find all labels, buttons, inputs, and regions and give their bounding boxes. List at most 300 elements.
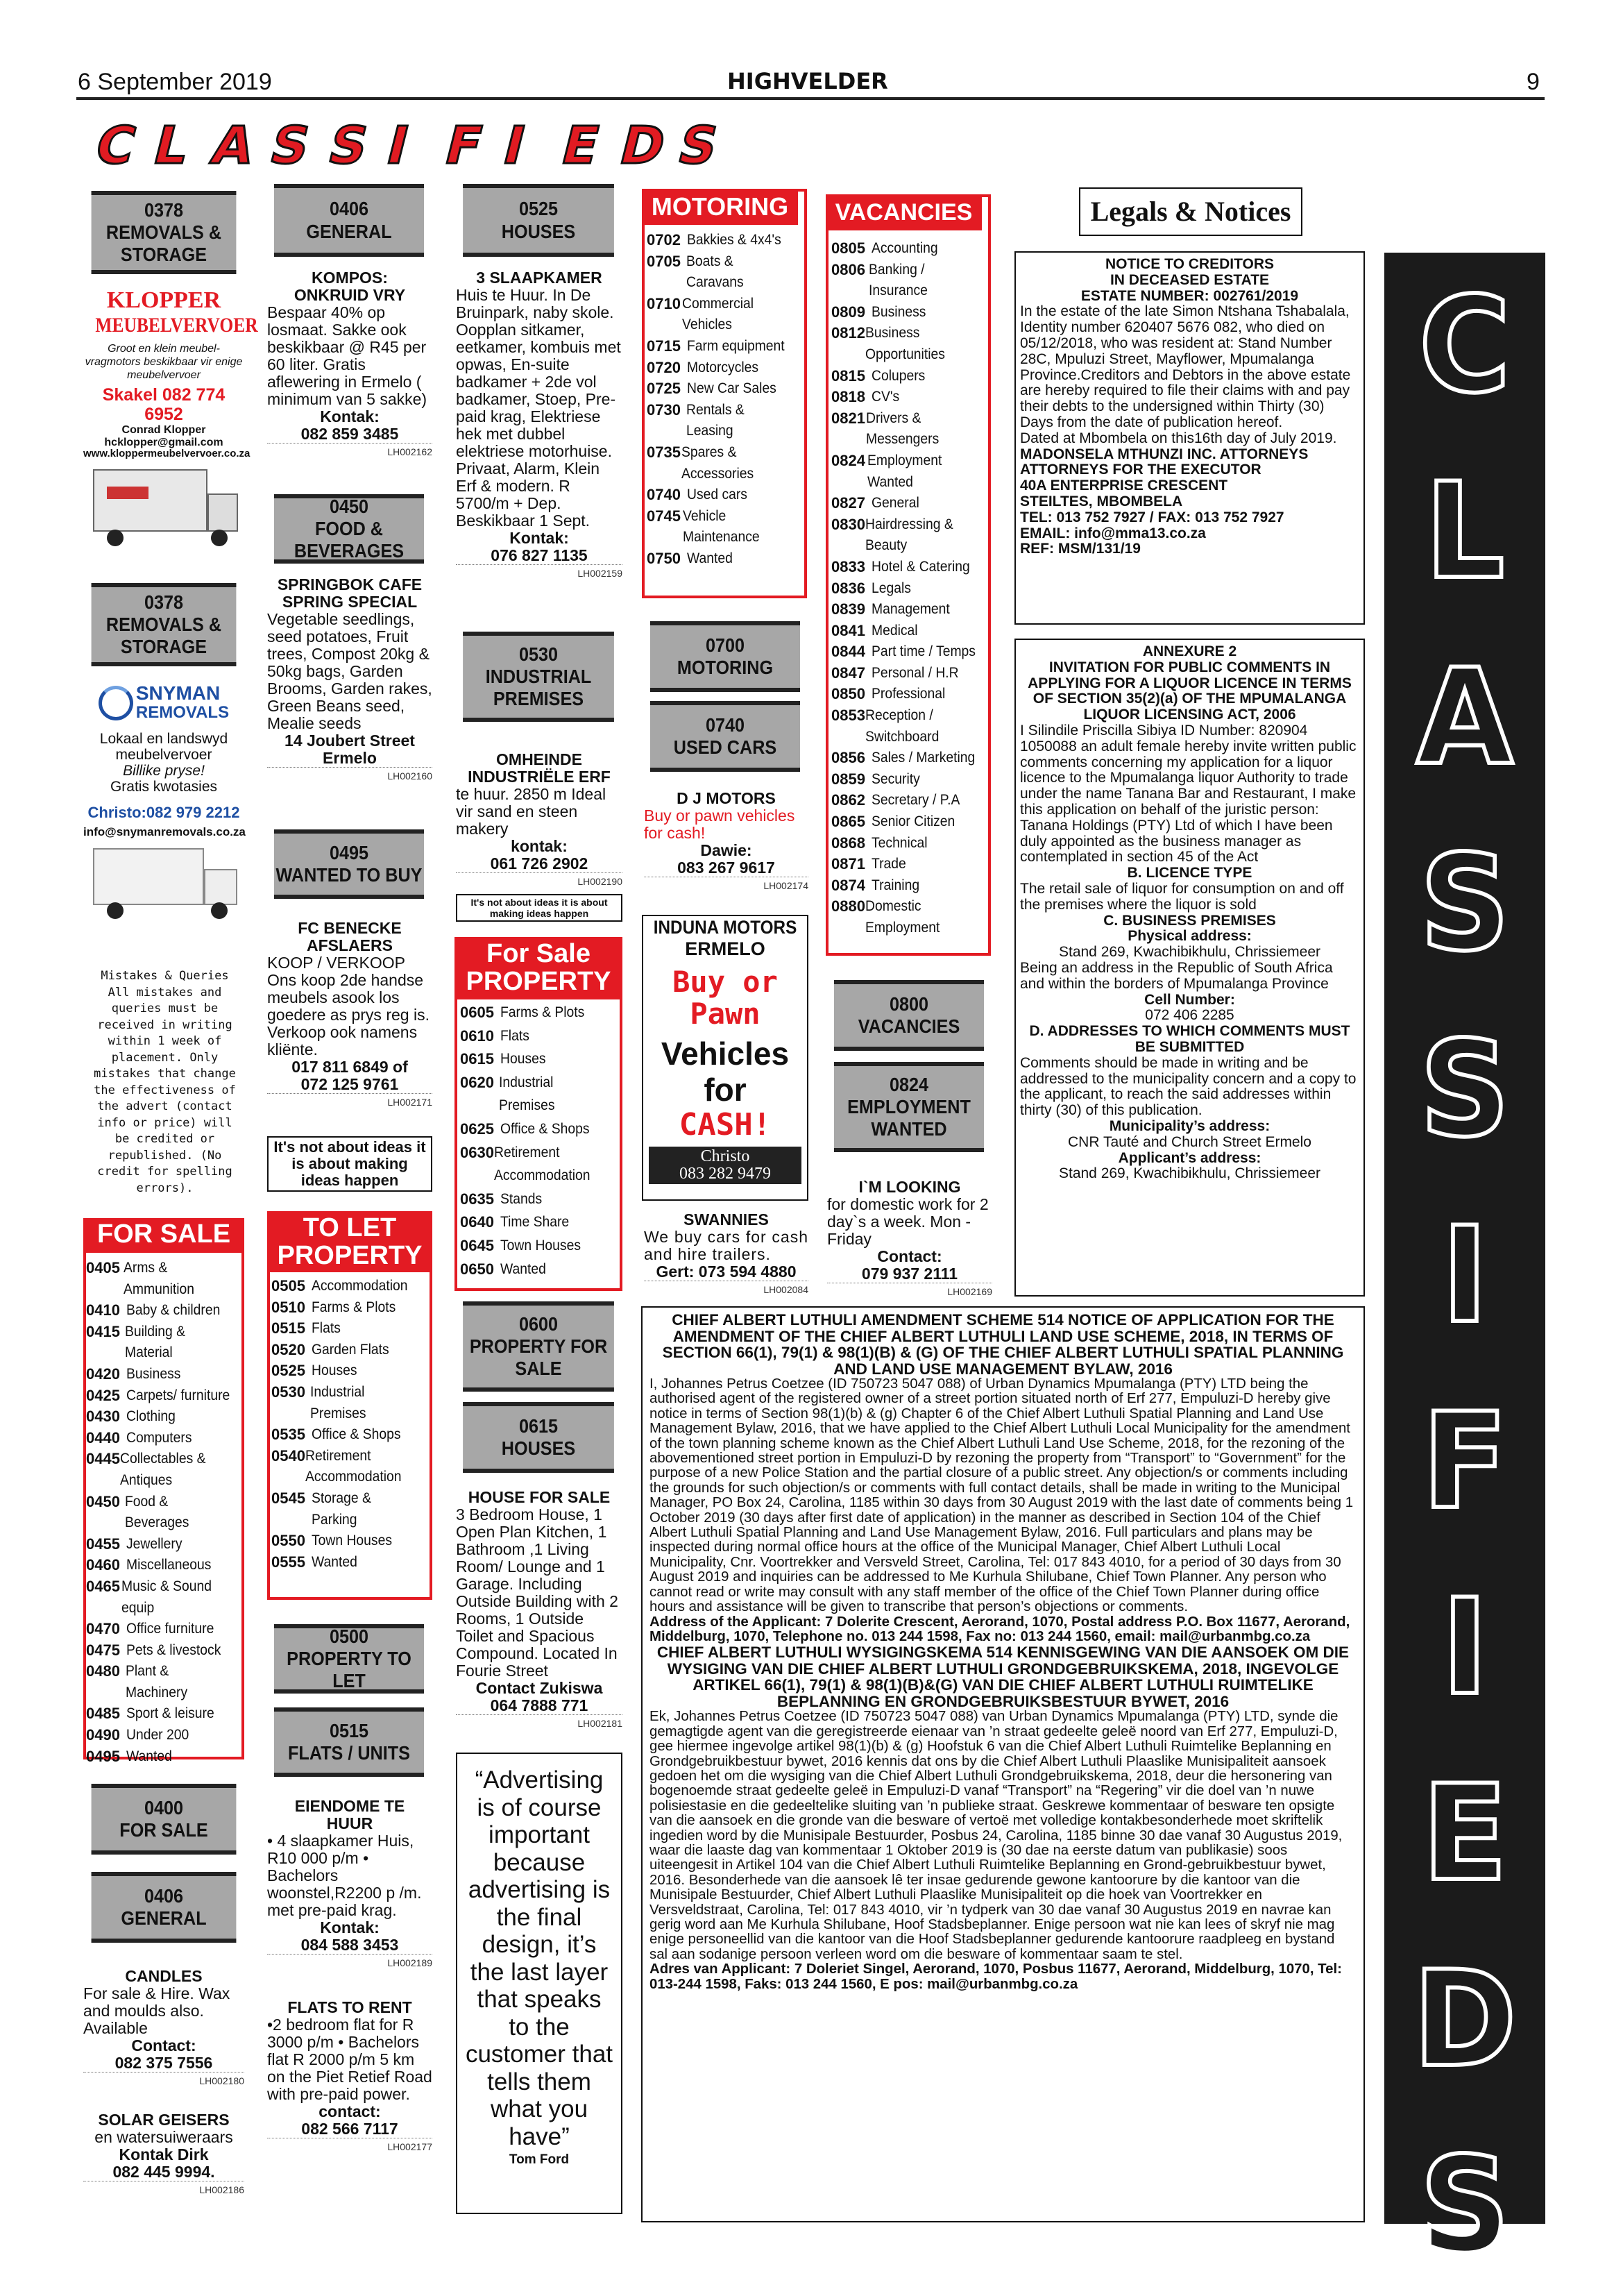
category-code: 0635 <box>460 1190 494 1208</box>
banner-letter: D <box>1413 1943 1517 2096</box>
category-label: Personal / H.R <box>872 664 959 681</box>
category-code: 0862 <box>831 791 865 809</box>
category-item <box>460 1024 620 1048</box>
category-label: Sales / Marketing <box>872 750 976 766</box>
banner-text: TO LET <box>303 1213 397 1242</box>
category-label: Storage & Parking <box>311 1489 371 1528</box>
ad-contact: Dawie: <box>700 841 752 859</box>
category-box-houses <box>463 1402 614 1473</box>
category-label: Wanted <box>687 550 733 566</box>
category-code: 0455 <box>86 1535 120 1553</box>
ad-ref: LH002169 <box>827 1283 992 1301</box>
category-label: Hotel & Catering <box>872 558 970 575</box>
category-code: 0495 <box>329 841 369 863</box>
category-label: Town Houses <box>312 1533 392 1549</box>
ad-text: Bespaar 40% op losmaat. Sakke ook beskikbaar @ R45 per 60 liter. Gratis aflewering in Ermelo ( minimum van 5 sakke) <box>267 303 427 408</box>
category-label: STORAGE <box>120 636 207 658</box>
advertiser-name: MEUBELVERVOER <box>95 314 258 337</box>
category-code: 0868 <box>831 834 865 852</box>
category-item <box>831 238 988 260</box>
ad-ref: LH002084 <box>644 1281 808 1299</box>
ad-headline: for <box>704 1072 747 1108</box>
banner-text: PROPERTY <box>466 967 611 996</box>
category-label: Retirement Accommodation <box>493 1144 590 1184</box>
title-letter: A <box>205 116 264 176</box>
category-label: Collectables & Antiques <box>119 1451 206 1488</box>
ad-text: Billike pryse! <box>123 763 205 779</box>
ad-phone: 083 282 9479 <box>679 1165 771 1183</box>
category-code: 0605 <box>460 1004 494 1021</box>
category-label: Farm equipment <box>687 337 785 354</box>
klopper-ad <box>83 287 258 549</box>
category-label: Wanted <box>500 1260 546 1277</box>
category-code: 0815 <box>831 366 865 385</box>
notice-text: Stand 269, Kwachibikhulu, Chrissiemeer <box>1058 1165 1321 1182</box>
ad-contact-label: Kontak: <box>320 1918 380 1936</box>
category-code: 0425 <box>86 1386 120 1404</box>
ad-ref: LH002190 <box>456 872 622 890</box>
category-label: New Car Sales <box>687 380 776 397</box>
ad-ref: LH002180 <box>83 2072 244 2090</box>
category-label: Secretary / P.A <box>872 792 960 809</box>
notice-heading: ANNEXURE 2 <box>1142 643 1237 659</box>
category-code: 0812 <box>831 324 865 342</box>
category-code: 0530 <box>271 1383 305 1401</box>
category-label: Houses <box>312 1362 357 1379</box>
category-label: Farms & Plots <box>312 1299 396 1315</box>
snyman-ad <box>83 684 244 921</box>
creditors-notice <box>1014 251 1365 625</box>
ad-phone: 017 811 6849 of <box>291 1058 408 1076</box>
advertiser-name: INDUNA MOTORS <box>653 917 797 938</box>
category-item <box>86 1661 242 1703</box>
notice-attorney: ATTORNEYS FOR THE EXECUTOR <box>1020 462 1261 478</box>
category-label: VACANCIES <box>858 1015 960 1037</box>
ad-phone: 079 937 2111 <box>861 1265 958 1283</box>
category-label: Banking / Insurance <box>868 261 928 299</box>
side-classifieds-banner <box>1384 253 1545 2282</box>
category-label: Flats <box>500 1027 529 1044</box>
ad-website: www.kloppermeubelvervoer.co.za <box>83 448 250 460</box>
ad-ref: LH002159 <box>456 564 622 582</box>
category-code: 0874 <box>831 876 865 894</box>
title-letter: S <box>322 116 377 176</box>
notice-heading: Cell Number: <box>1144 991 1235 1008</box>
category-label: MOTORING <box>677 657 774 678</box>
omheinde-ad <box>456 751 622 890</box>
newspaper-name: HIGHVELDER <box>727 68 888 94</box>
category-code: 0406 <box>144 1884 184 1907</box>
category-item <box>831 896 988 938</box>
notice-heading: Applicant’s address: <box>1118 1149 1261 1166</box>
category-code: 0525 <box>518 198 559 220</box>
ad-text: • 4 slaapkamer Huis, R10 000 p/m • Bachelors woonstel,R2200 p /m. met pre-paid krag. <box>267 1832 422 1919</box>
ad-ref: LH002181 <box>456 1714 622 1732</box>
category-code: 0853 <box>831 707 865 725</box>
category-code: 0470 <box>86 1620 120 1638</box>
category-code: 0405 <box>86 1259 120 1276</box>
category-label: Bakkies & 4x4's <box>687 232 781 248</box>
category-label: Pets & livestock <box>126 1641 221 1658</box>
category-code: 0809 <box>831 303 865 321</box>
house-for-sale-ad <box>456 1489 622 1732</box>
advertiser-name: REMOVALS <box>135 703 230 722</box>
for-sale-property-banner <box>454 937 622 999</box>
category-item <box>831 450 988 493</box>
ad-heading: SOLAR GEISERS <box>98 2111 230 2129</box>
category-code: 0841 <box>831 621 865 639</box>
category-label: Carpets/ furniture <box>126 1387 230 1403</box>
category-item <box>86 1322 242 1364</box>
category-code: 0844 <box>831 643 865 661</box>
ad-headline: Buy or <box>672 965 778 999</box>
category-label: Medical <box>872 622 918 639</box>
category-label: Domestic Employment <box>865 898 940 936</box>
solar-ad <box>83 2111 244 2199</box>
category-item <box>271 1382 430 1424</box>
ad-heading: ONKRUID VRY <box>294 286 406 304</box>
category-item <box>831 323 988 365</box>
category-label: FOR SALE <box>119 1819 208 1841</box>
truck-image <box>86 466 242 549</box>
category-item <box>647 484 803 506</box>
category-label: SALE <box>515 1358 562 1380</box>
category-item <box>831 705 988 748</box>
notice-heading: ESTATE NUMBER: 002761/2019 <box>1080 287 1299 304</box>
category-box-vacancies <box>834 980 984 1051</box>
flats-ad <box>267 1999 432 2156</box>
ad-phone: 076 827 1135 <box>491 546 588 564</box>
category-label: FOOD & BEVERAGES <box>294 517 405 562</box>
ad-phone: 082 859 3485 <box>300 425 399 443</box>
ad-contact-label: Kontak: <box>320 407 380 425</box>
title-letter: I <box>497 116 534 176</box>
category-item <box>831 302 988 323</box>
category-code: 0833 <box>831 557 865 575</box>
ad-heading: FLATS TO RENT <box>287 1998 412 2016</box>
category-label: Vehicle Maintenance <box>682 507 760 546</box>
category-code: 0839 <box>831 600 865 618</box>
motoring-list <box>647 230 803 570</box>
ad-address: Ermelo <box>323 749 377 767</box>
category-label: INDUSTRIAL <box>485 665 592 687</box>
category-label: Computers <box>126 1429 192 1446</box>
category-box-general <box>274 184 424 257</box>
category-item <box>271 1552 430 1573</box>
category-label: Retirement Accommodation <box>305 1447 402 1485</box>
category-label: PROPERTY FOR <box>469 1335 608 1357</box>
category-label: HOUSES <box>501 220 576 242</box>
notice-text: Stand 269, Kwachibikhulu, Chrissiemeer <box>1058 944 1321 961</box>
category-label: Professional <box>872 686 946 702</box>
title-letter: D <box>613 116 674 176</box>
notice-applicant: Adres van Applicant: 7 Doleriet Singel, Aerorand, 1070, Posbus 11677, Aerorand, Middelburg, 1070, Tel: 013-244 1598, Faks: 013 244 1560, E pos: mail@urbanmbg.co.za <box>649 1961 1342 1992</box>
category-code: 0859 <box>831 770 865 788</box>
category-item <box>831 578 988 600</box>
ad-email: hcklopper@gmail.com <box>104 436 223 448</box>
category-code: 0378 <box>144 591 184 613</box>
category-code: 0650 <box>460 1260 494 1278</box>
issue-date: 6 September 2019 <box>78 69 272 95</box>
banner-letter: L <box>1425 455 1505 608</box>
category-code: 0710 <box>647 294 681 312</box>
category-item <box>86 1406 242 1428</box>
ad-phone: 072 125 9761 <box>300 1075 399 1093</box>
category-label: Plant & Machinery <box>126 1663 188 1700</box>
category-item <box>86 1428 242 1449</box>
category-code: 0630 <box>460 1143 494 1161</box>
benecke-ad <box>267 920 432 1111</box>
category-code: 0645 <box>460 1236 494 1254</box>
category-item <box>647 548 803 570</box>
ad-text: Huis te Huur. In De Bruinpark, naby skole. Oopplan sitkamer, eetkamer, kombuis met opwas, En-suite badkamer + 2de vol badkamer, Stoep, Pre-paid krag, Elektriese hek met dubbel elektriese motorhuise. Privaat, Alarm, Klein Erf & modern. R 5700/m + Dep. Beskikbaar 1 Sept. <box>456 286 621 530</box>
category-code: 0880 <box>831 897 865 915</box>
category-label: GENERAL <box>306 220 392 242</box>
banner-letter: S <box>1419 2129 1511 2282</box>
header-rule <box>76 97 1545 100</box>
category-item <box>460 1210 620 1234</box>
notice-heading: INVITATION FOR PUBLIC COMMENTS IN APPLYING FOR A LIQUOR LICENCE IN TERMS OF SECTION 35(2)(a) OF THE MPUMALANGA LIQUOR LICENSING ACT, 2006 <box>1028 659 1352 723</box>
category-item <box>647 294 803 336</box>
category-item <box>831 408 988 450</box>
ad-phone: 064 7888 771 <box>490 1696 588 1714</box>
category-label: Town Houses <box>500 1237 581 1253</box>
page-number: 9 <box>1527 69 1540 95</box>
category-label: PROPERTY TO LET <box>287 1647 411 1692</box>
ad-phone: 082 445 9994. <box>112 2163 215 2181</box>
ad-heading: EIENDOME TE <box>294 1797 405 1815</box>
category-item <box>86 1555 242 1576</box>
category-label: Food & Beverages <box>125 1493 189 1531</box>
title-letter: S <box>264 116 319 176</box>
category-item <box>460 1047 620 1071</box>
category-code: 0515 <box>271 1319 305 1337</box>
category-label: Security <box>872 770 920 787</box>
ad-heading: SPRING SPECIAL <box>282 593 418 611</box>
ad-ref: LH002174 <box>644 877 808 895</box>
notice-heading: Municipality’s address: <box>1109 1117 1271 1134</box>
notice-heading: IN DECEASED ESTATE <box>1110 271 1270 288</box>
category-item <box>831 260 988 302</box>
category-label: Miscellaneous <box>126 1557 212 1573</box>
ad-heading: 3 SLAAPKAMER <box>476 269 602 287</box>
category-label: Motorcycles <box>687 359 759 375</box>
category-code: 0847 <box>831 664 865 682</box>
ad-text: Lokaal en landswyd <box>99 731 228 747</box>
ad-phone: Skakel 082 774 6952 <box>102 385 226 424</box>
category-item <box>460 1117 620 1141</box>
notice-text: 072 406 2285 <box>1145 1007 1234 1024</box>
ad-ref: LH002162 <box>267 443 432 461</box>
category-item <box>86 1576 242 1619</box>
banner-text: For Sale <box>486 939 590 968</box>
quote-box <box>456 1753 622 2214</box>
ad-address: 14 Joubert Street <box>284 732 415 750</box>
dj-motors-ad <box>644 790 808 895</box>
ad-text: Buy or pawn vehicles for cash! <box>644 807 795 842</box>
ad-contact: Conrad Klopper <box>121 424 206 436</box>
category-item <box>460 1258 620 1281</box>
ad-contact-label: Kontak: <box>509 529 569 547</box>
category-label: FLATS / UNITS <box>288 1742 410 1764</box>
category-code: 0800 <box>889 993 929 1015</box>
kompos-ad <box>267 269 432 461</box>
category-code: 0465 <box>86 1577 120 1595</box>
category-code: 0745 <box>647 507 681 525</box>
category-item <box>271 1297 430 1319</box>
category-label: Wanted <box>312 1553 357 1570</box>
category-item <box>647 230 803 251</box>
category-code: 0625 <box>460 1120 494 1138</box>
title-letter: S <box>672 116 727 176</box>
category-item <box>831 663 988 684</box>
title-letter: L <box>147 116 198 176</box>
ad-contact-label: Contact: <box>131 2036 196 2054</box>
category-label: Music & Sound equip <box>121 1578 212 1616</box>
category-item <box>831 366 988 387</box>
banner-text: PROPERTY <box>277 1241 423 1270</box>
category-item <box>271 1530 430 1552</box>
category-label: Business <box>872 303 926 320</box>
category-label: WANTED TO BUY <box>275 864 423 886</box>
category-item <box>271 1360 430 1382</box>
category-label: Flats <box>312 1320 341 1337</box>
category-code: 0450 <box>86 1492 120 1510</box>
category-code: 0535 <box>271 1426 305 1444</box>
to-let-banner <box>267 1211 432 1272</box>
ad-heading: HOUSE FOR SALE <box>468 1488 611 1506</box>
ad-phone: Gert: 073 594 4880 <box>656 1263 797 1281</box>
notice-text: Being an address in the Republic of South Africa and within the borders of Mpumalanga Province <box>1020 959 1333 992</box>
category-box-food <box>274 494 424 564</box>
ad-heading: I`M LOOKING <box>858 1178 961 1196</box>
category-code: 0640 <box>460 1213 494 1231</box>
category-code: 0555 <box>271 1553 305 1571</box>
category-item <box>647 357 803 379</box>
category-item <box>831 557 988 578</box>
category-item <box>831 641 988 663</box>
category-item <box>86 1300 242 1322</box>
category-code: 0475 <box>86 1641 120 1659</box>
category-label: EMPLOYMENT <box>847 1095 971 1117</box>
category-code: 0705 <box>647 252 681 270</box>
category-label: Senior Citizen <box>872 813 955 830</box>
category-label: HOUSES <box>501 1437 576 1459</box>
category-label: Office & Shops <box>500 1120 590 1137</box>
category-code: 0485 <box>86 1705 120 1723</box>
category-label: PREMISES <box>493 688 584 710</box>
category-item <box>831 790 988 811</box>
category-label: Industrial Premises <box>499 1074 555 1114</box>
category-item <box>647 378 803 400</box>
category-code: 0550 <box>271 1532 305 1550</box>
ad-contact-label: contact: <box>318 2102 381 2120</box>
candles-ad <box>83 1968 244 2090</box>
category-code: 0824 <box>831 451 865 469</box>
category-label: REMOVALS & <box>105 221 222 243</box>
advertiser-name: SNYMAN <box>135 682 221 704</box>
category-code: 0865 <box>831 813 865 831</box>
notice-text: Dated at Mbombela on this16th day of July 2019. <box>1020 430 1337 446</box>
category-label: Industrial Premises <box>309 1383 366 1421</box>
mistakes-notice: Mistakes & Queries All mistakes and queries must be received in writing within 1 week of placement. Only mistakes that change the effectiveness of the advert (contact info or price) will be credited or republished. (No credit for spelling errors). <box>94 969 236 1195</box>
category-code: 0740 <box>705 714 745 736</box>
advertiser-name: KLOPPER <box>106 287 221 313</box>
category-item <box>831 493 988 514</box>
notice-attorney: EMAIL: info@mma13.co.za <box>1020 525 1206 541</box>
category-item <box>831 748 988 769</box>
category-code: 0818 <box>831 388 865 406</box>
category-code: 0495 <box>86 1747 120 1765</box>
category-code: 0830 <box>831 515 865 533</box>
notice-text: In the estate of the late Simon Ntshana Tshabalala, Identity number 620407 5676 082, who died on 05/12/2018, who was resident at: Stand Number 28C, Mpuluzi Street, Mayflower, Mpumalanga Province.Creditors and Debtors in the above estate are hereby required to file their claims with and pay their debts to the undersigned within Thirty (30) Days from the date of publication hereof. <box>1020 303 1351 430</box>
ad-text: Vegetable seedlings, seed potatoes, Fruit trees, Compost 20kg & 50kg bags, Garden Brooms, Garden rakes, Green Beans seed, Mealie seeds <box>267 610 432 732</box>
category-label: Business Opportunities <box>865 325 945 362</box>
category-label: Rentals & Leasing <box>686 401 745 439</box>
notice-heading: CHIEF ALBERT LUTHULI WYSIGINGSKEMA 514 KENNISGEWING VAN DIE AANSOEK OM DIE WYSIGING VAN DIE CHIEF ALBERT LUTHULI GRONDGEBRUIKSKEMA, 2018, INGEVOLGE ARTIKEL 66(1), 79(1) & 98(1)(B)&(G) VAN DIE CHIEF ALBERT LUTHULI RUIMTELIKE BEPLANNING EN GRONDGEBRUIKSBESTUUR BYWET, 2016 <box>656 1644 1350 1710</box>
category-label: Training <box>872 877 920 893</box>
looking-ad <box>827 1179 992 1301</box>
category-item <box>831 875 988 897</box>
category-label: Farms & Plots <box>500 1004 585 1020</box>
category-label: Hairdressing & Beauty <box>865 516 953 554</box>
notice-heading: C. BUSINESS PREMISES <box>1103 912 1276 929</box>
category-label: Time Share <box>500 1214 570 1231</box>
ad-heading: FC BENECKE <box>298 919 402 937</box>
category-item <box>647 400 803 442</box>
category-code: 0806 <box>831 260 865 278</box>
category-item <box>86 1364 242 1385</box>
category-code: 0725 <box>647 380 681 398</box>
category-code: 0440 <box>86 1428 120 1446</box>
category-item <box>460 1188 620 1211</box>
category-box-removals <box>92 191 237 274</box>
notice-applicant: Address of the Applicant: 7 Dolerite Crescent, Aerorand, 1070, Postal address P.O. Box 11677, Aerorand, Middelburg, 1070, Telephone no. 013 244 1598, Fax no: 013 244 1560, email: mail@urbanmbg.co.za <box>649 1614 1350 1644</box>
for-sale-property-list <box>460 1001 620 1281</box>
ad-text: for domestic work for 2 day`s a week. Mon - Friday <box>827 1195 989 1248</box>
banner-letter: E <box>1422 1757 1508 1910</box>
ad-heading: HUUR <box>326 1814 373 1832</box>
category-label: Accommodation <box>312 1278 408 1294</box>
banner-letter: C <box>1418 269 1511 422</box>
globe-icon <box>99 686 133 720</box>
category-label: Baby & children <box>126 1302 221 1319</box>
category-item <box>460 1141 620 1188</box>
category-code: 0460 <box>86 1556 120 1574</box>
category-label: Commercial Vehicles <box>682 295 754 333</box>
category-item <box>460 1001 620 1024</box>
category-label: Colupers <box>872 367 926 384</box>
truck-image <box>86 848 242 921</box>
notice-heading: CHIEF ALBERT LUTHULI AMENDMENT SCHEME 514 NOTICE OF APPLICATION FOR THE AMENDMENT OF THE CHIEF ALBERT LUTHULI LAND USE SCHEME, 2018, IN TERMS OF SECTION 66(1), 79(1) & 98(1)(B) & (G) OF THE CHIEF ALBERT LUTHULI SPATIAL PLANNING AND LAND USE MANAGEMENT BYLAW, 2016 <box>662 1311 1344 1378</box>
quote-author: Tom Ford <box>509 2152 570 2167</box>
slaapkamer-ad <box>456 269 622 582</box>
notice-attorney: MADONSELA MTHUNZI INC. ATTORNEYS <box>1020 446 1309 462</box>
category-code: 0430 <box>86 1408 120 1426</box>
ad-text: •2 bedroom flat for R 3000 p/m • Bachelors flat R 2000 p/m 5 km on the Piet Retief Road with pre-paid power. <box>267 2016 432 2103</box>
category-item <box>86 1449 242 1491</box>
category-item <box>86 1640 242 1662</box>
category-code: 0406 <box>329 198 369 220</box>
category-code: 0836 <box>831 579 865 597</box>
category-label: WANTED <box>871 1118 947 1140</box>
category-code: 0410 <box>86 1301 120 1319</box>
category-code: 0615 <box>460 1050 494 1068</box>
category-code: 0510 <box>271 1298 305 1316</box>
category-item <box>271 1446 430 1488</box>
banner-letter: I <box>1441 1199 1488 1352</box>
advertiser-name: ERMELO <box>685 938 765 959</box>
